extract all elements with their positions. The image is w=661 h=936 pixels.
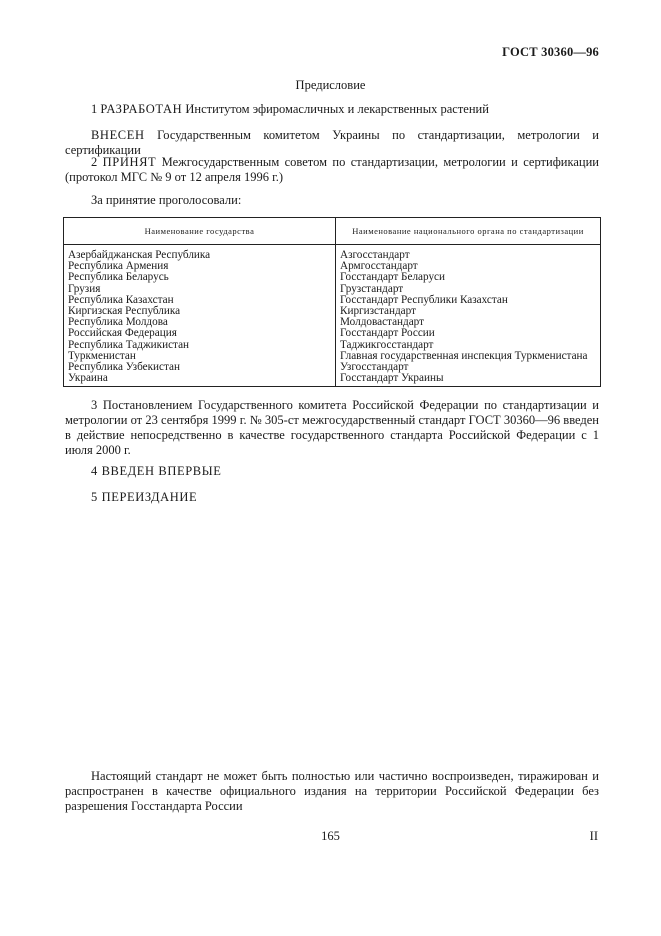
item-text: Межгосударственным советом по стандартизации, метрологии и сертификации (протокол МГС № 9 от 12 апреля 1996 г.) xyxy=(65,155,599,184)
standards-body-name: Узгосстандарт xyxy=(340,361,409,374)
standards-body-name: Азгосстандарт xyxy=(340,249,410,261)
state-name: Российская Федерация xyxy=(68,327,177,340)
roman-page-marker: II xyxy=(589,829,598,843)
state-name: Республика Молдова xyxy=(68,316,168,329)
standards-body-name: Таджикгосстандарт xyxy=(340,338,434,351)
standards-body-name: Госстандарт Республики Казахстан xyxy=(340,293,508,306)
item-number: 2 xyxy=(91,155,98,169)
state-name: Грузия xyxy=(68,282,101,295)
item-1-developed xyxy=(65,102,599,117)
state-name: Республика Таджикистан xyxy=(68,338,190,351)
bodies-cell xyxy=(336,245,601,387)
standards-body-name: Киргизстандарт xyxy=(340,305,416,318)
item-text: Институтом эфиромасличных и лекарственных растений xyxy=(185,102,489,116)
item-1-introduced xyxy=(65,128,599,158)
state-name: Украина xyxy=(68,372,108,385)
state-name: Туркменистан xyxy=(68,349,136,362)
item-keyword: РАЗРАБОТАН xyxy=(100,102,183,116)
section-title: Предисловие xyxy=(295,78,366,92)
item-text: Государственным комитетом Украины по стандартизации, метрологии и сертификации xyxy=(65,128,599,157)
document-code: ГОСТ 30360—96 xyxy=(502,45,599,59)
state-name: Республика Узбекистан xyxy=(68,361,180,374)
column-header-state: Наименование государства xyxy=(64,218,336,245)
reproduction-notice: Настоящий стандарт не может быть полностью или частично воспроизведен, тиражирован и распространен в качестве официального издания на территории Российской Федерации без разрешения Госстандарта России xyxy=(65,769,599,813)
standards-body-name: Госстандарт Беларуси xyxy=(340,271,445,284)
item-keyword: ВНЕСЕН xyxy=(91,128,145,142)
standards-body-name: Грузстандарт xyxy=(340,282,404,295)
states-cell xyxy=(64,245,336,387)
standards-body-name: Молдовастандарт xyxy=(340,316,425,329)
table-row xyxy=(64,245,601,387)
state-name: Республика Беларусь xyxy=(68,271,169,284)
item-keyword: ПРИНЯТ xyxy=(102,155,157,169)
item-5-reissue: 5 ПЕРЕИЗДАНИЕ xyxy=(91,490,198,504)
table-header-row xyxy=(64,218,601,245)
column-header-body: Наименование национального органа по стандартизации xyxy=(336,218,601,245)
state-name: Киргизская Республика xyxy=(68,305,181,318)
item-2-adopted xyxy=(65,155,599,185)
state-name: Республика Армения xyxy=(68,260,169,273)
vote-intro: За принятие проголосовали: xyxy=(91,193,242,207)
item-4-first-introduced: 4 ВВЕДЕН ВПЕРВЫЕ xyxy=(91,464,222,478)
item-number: 1 xyxy=(91,102,98,116)
state-name: Республика Казахстан xyxy=(68,293,174,306)
page-number: 165 xyxy=(321,829,340,843)
state-name: Азербайджанская Республика xyxy=(68,249,211,261)
voting-table xyxy=(63,217,601,387)
standards-body-name: Госстандарт Украины xyxy=(340,372,444,385)
item-3-decree: 3 Постановлением Государственного комитета Российской Федерации по стандартизации и метрологии от 23 сентября 1999 г. № 305-ст межгосударственный стандарт ГОСТ 30360—96 введен в действие непосредственно в качестве государственного стандарта Российской Федерации с 1 июля 2000 г. xyxy=(65,398,599,457)
standards-body-name: Госстандарт России xyxy=(340,327,435,340)
standards-body-name: Главная государственная инспекция Туркменистана xyxy=(340,349,588,362)
standards-body-name: Армгосстандарт xyxy=(340,260,418,273)
